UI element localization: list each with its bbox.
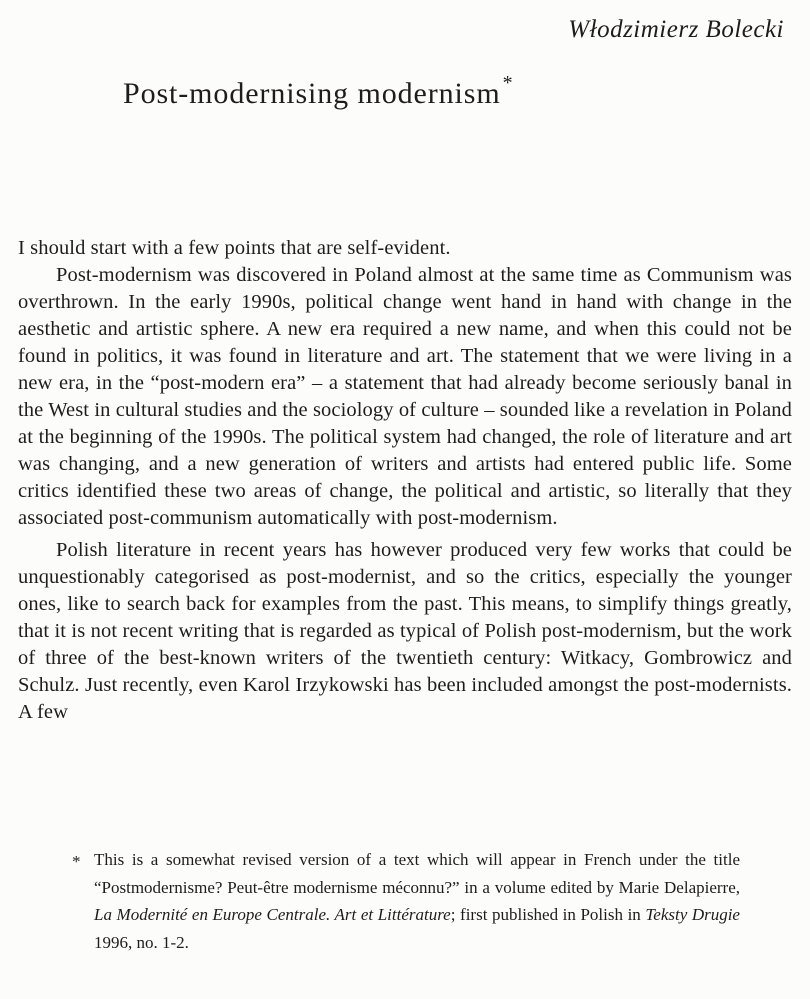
footnote-segment: This is a somewhat revised version of a text which will appear in French under the title “Postmodernisme? Peut-être modernisme méconnu?” in a volume edited by Marie Delapierre,	[94, 850, 740, 897]
footnote-segment-italic: La Modernité en Europe Centrale. Art et Littérature	[94, 905, 451, 924]
body-text	[18, 235, 792, 726]
footnote-segment: ; first published in Polish in	[450, 905, 646, 924]
footnote	[72, 846, 740, 956]
footnote-segment: 1996, no. 1-2.	[94, 932, 189, 952]
paragraph-intro: I should start with a few points that are self-evident.	[18, 237, 451, 259]
paragraph-postmodernism-discovered: Post-modernism was discovered in Poland almost at the same time as Communism was overthrown. In the early 1990s, political change went hand in hand with change in the aesthetic and artistic sphere. A new era required a new name, and when this could not be found in politics, it was found in literature and art. The statement that we were living in a new era, in the “post-modern era” – a statement that had already become seriously banal in the West in cultural studies and the sociology of culture – sounded like a revelation in Poland at the beginning of the 1990s. The political system had changed, the role of literature and art was changing, and a new generation of writers and artists had entered public life. Some critics identified these two areas of change, the political and artistic, so literally that they associated post-communism automatically with post-modernism.	[18, 264, 793, 529]
footnote-text	[94, 846, 740, 956]
page-title	[123, 72, 513, 111]
author-name: Włodzimierz Bolecki	[568, 16, 784, 43]
paragraph-polish-literature: Polish literature in recent years has however produced very few works that could be unquestionably categorised as post-modernist, and so the critics, especially the younger ones, like to search back for examples from the past. This means, to simplify things greatly, that it is not recent writing that is regarded as typical of Polish post-modernism, but the work of three of the best-known writers of the twentieth century: Witkacy, Gombrowicz and Schulz. Just recently, even Karol Irzykowski has been included amongst the post-modernists. A few	[18, 539, 792, 723]
title-footnote-marker: *	[502, 72, 514, 94]
page-title-text: Post-modernising modernism	[123, 77, 501, 110]
footnote-segment-italic: Teksty Drugie	[645, 905, 740, 924]
footnote-marker: *	[72, 852, 81, 871]
